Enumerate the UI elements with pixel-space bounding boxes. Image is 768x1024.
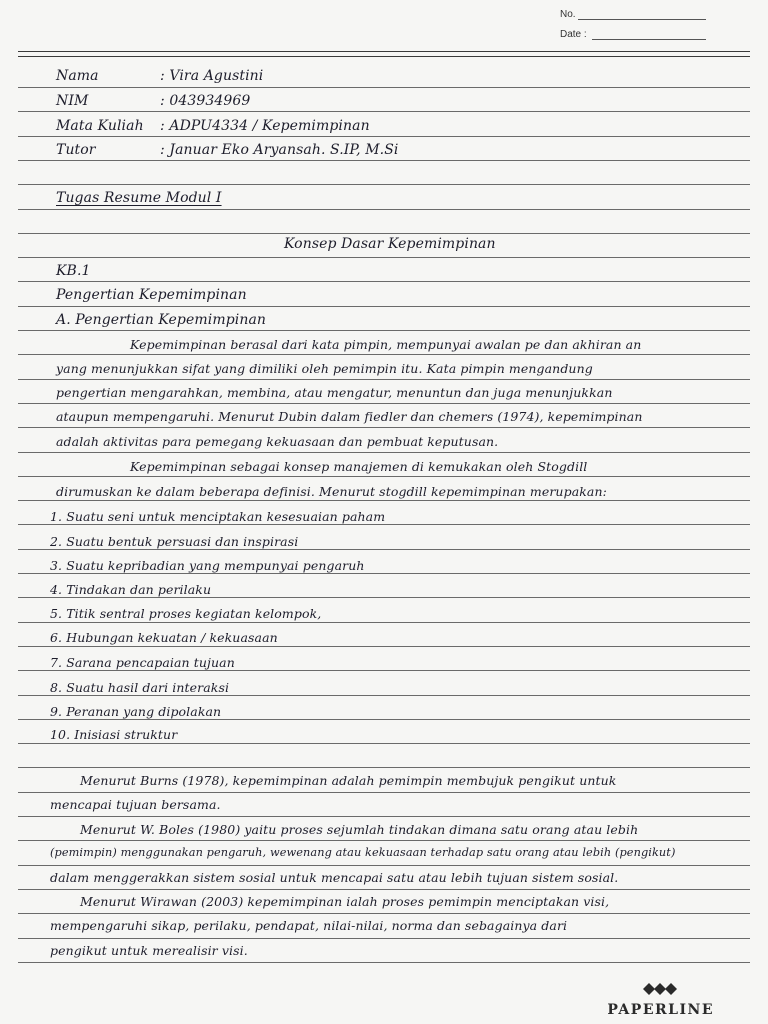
closing-line: Menurut W. Boles (1980) yaitu proses sejumlah tindakan dimana satu orang atau lebih: [80, 822, 639, 837]
closing-line: mempengaruhi sikap, perilaku, pendapat, nilai-nilai, norma dan sebagainya dari: [50, 918, 568, 933]
closing-line: Menurut Burns (1978), kepemimpinan adalah pemimpin membujuk pengikut untuk: [80, 773, 617, 788]
closing-line: Menurut Wirawan (2003) kepemimpinan ialah proses pemimpin menciptakan visi,: [80, 894, 610, 909]
ruled-line: [18, 622, 750, 623]
ruled-line: [18, 670, 750, 671]
body-line: adalah aktivitas para pemegang kekuasaan dan pembuat keputusan.: [56, 434, 499, 449]
ruled-line: [18, 330, 750, 331]
mata-kuliah-label: Mata Kuliah: [56, 118, 144, 134]
body-line: yang menunjukkan sifat yang dimiliki oleh pemimpin itu. Kata pimpin mengandung: [56, 361, 593, 376]
nama-label: Nama: [56, 68, 99, 84]
list-item: 6. Hubungan kekuatan / kekuasaan: [50, 630, 278, 645]
ruled-line: [18, 792, 750, 793]
ruled-line: [18, 209, 750, 210]
list-item: 3. Suatu kepribadian yang mempunyai pengaruh: [50, 558, 365, 573]
ruled-line: [18, 306, 750, 307]
list-item: 10. Inisiasi struktur: [50, 727, 178, 742]
brand-name: PAPERLINE: [607, 1002, 714, 1018]
body-line: Kepemimpinan sebagai konsep manajemen di kemukakan oleh Stogdill: [130, 459, 588, 474]
list-item: 1. Suatu seni untuk menciptakan kesesuaian paham: [50, 509, 386, 524]
ruled-line: [18, 233, 750, 234]
body-line: dirumuskan ke dalam beberapa definisi. Menurut stogdill kepemimpinan merupakan:: [56, 484, 607, 499]
ruled-line: [18, 695, 750, 696]
ruled-line: [18, 913, 750, 914]
nama-value: : Vira Agustini: [160, 68, 264, 84]
ruled-line: [18, 281, 750, 282]
list-item: 5. Titik sentral proses kegiatan kelompok,: [50, 606, 322, 621]
section-heading: Pengertian Kepemimpinan: [56, 287, 247, 303]
body-line: ataupun mempengaruhi. Menurut Dubin dalam fiedler dan chemers (1974), kepemimpinan: [56, 409, 643, 424]
list-item: 9. Peranan yang dipolakan: [50, 704, 222, 719]
ruled-line: [18, 573, 750, 574]
nim-label: NIM: [56, 93, 89, 109]
tutor-label: Tutor: [56, 142, 96, 158]
closing-line: dalam menggerakkan sistem sosial untuk mencapai satu atau lebih tujuan sistem sosial.: [50, 870, 619, 885]
nim-value: : 043934969: [160, 93, 251, 109]
date-line: [592, 39, 706, 40]
ruled-line: [18, 767, 750, 768]
ruled-line: [18, 354, 750, 355]
page-title: Konsep Dasar Kepemimpinan: [284, 236, 496, 252]
ruled-line: [18, 962, 750, 963]
ruled-line: [18, 646, 750, 647]
list-item: 8. Suatu hasil dari interaksi: [50, 680, 230, 695]
ruled-line: [18, 889, 750, 890]
ruled-line: [18, 500, 750, 501]
ruled-line: [18, 452, 750, 453]
ruled-line: [18, 87, 750, 88]
kb-label: KB.1: [56, 263, 91, 279]
ruled-line: [18, 719, 750, 720]
mata-kuliah-value: : ADPU4334 / Kepemimpinan: [160, 118, 370, 134]
ruled-line: [18, 840, 750, 841]
tutor-value: : Januar Eko Aryansah. S.IP, M.Si: [160, 142, 399, 158]
body-line: Kepemimpinan berasal dari kata pimpin, mempunyai awalan pe dan akhiran an: [130, 337, 642, 352]
ruled-line: [18, 549, 750, 550]
ruled-line: [18, 816, 750, 817]
ruled-line: [18, 257, 750, 258]
subsection-heading: A. Pengertian Kepemimpinan: [56, 312, 267, 328]
no-line: [578, 19, 706, 20]
ruled-line: [18, 403, 750, 404]
ruled-line: [18, 379, 750, 380]
closing-line: (pemimpin) menggunakan pengaruh, wewenang atau kekuasaan terhadap satu orang atau lebih (pengikut): [50, 846, 676, 859]
ruled-line: [18, 597, 750, 598]
list-item: 4. Tindakan dan perilaku: [50, 582, 212, 597]
top-rule: [18, 51, 750, 52]
date-label: Date :: [560, 29, 587, 40]
list-item: 2. Suatu bentuk persuasi dan inspirasi: [50, 534, 299, 549]
ruled-line: [18, 136, 750, 137]
ruled-line: [18, 184, 750, 185]
ruled-line: [18, 111, 750, 112]
ruled-line: [18, 743, 750, 744]
ruled-line: [18, 476, 750, 477]
no-label: No.: [560, 9, 576, 20]
top-rule-2: [18, 56, 750, 57]
closing-line: pengikut untuk merealisir visi.: [50, 943, 248, 958]
body-line: pengertian mengarahkan, membina, atau mengatur, menuntun dan juga menunjukkan: [56, 385, 613, 400]
ruled-line: [18, 938, 750, 939]
ruled-line: [18, 160, 750, 161]
paperline-mark-icon: [641, 981, 681, 997]
closing-line: mencapai tujuan bersama.: [50, 797, 221, 812]
ruled-line: [18, 427, 750, 428]
ruled-line: [18, 865, 750, 866]
paperline-logo: [607, 981, 714, 1018]
ruled-line: [18, 524, 750, 525]
list-item: 7. Sarana pencapaian tujuan: [50, 655, 235, 670]
assignment-title: Tugas Resume Modul I: [56, 190, 222, 206]
